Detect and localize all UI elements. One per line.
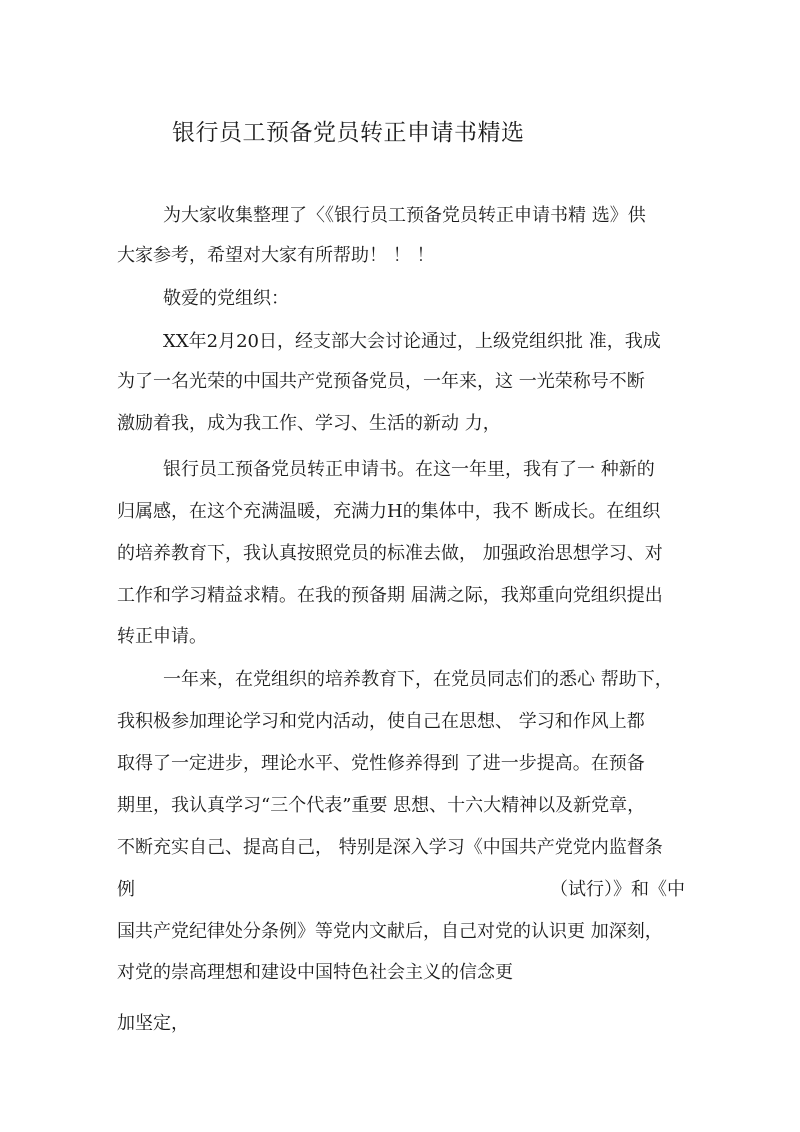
intro-line-2: 大家参考，希望对大家有所帮助！ ！ ！ (117, 245, 435, 266)
paragraph3-line-6-left: 例 (117, 879, 135, 900)
paragraph2-line-2: 归属感，在这个充满温暖，充满力H的集体中，我不 断成长。在组织 (117, 501, 661, 522)
paragraph3-line-6-right: （试行）》和《中 (550, 879, 685, 900)
paragraph3-line-2: 我积极参加理论学习和党内活动，使自己在思想、 学习和作风上都 (117, 711, 645, 732)
paragraph3-line-1: 一年来，在党组织的培养教育下，在党员同志们的悉心 帮助下， (163, 669, 673, 690)
intro-line-1: 为大家收集整理了〈《银行员工预备党员转正申请书精 选》供 (163, 205, 646, 226)
paragraph2-line-5: 转正申请。 (117, 626, 207, 647)
paragraph3-line-3: 取得了一定进步，理论水平、党性修养得到 了进一步提高。在预备 (117, 753, 645, 774)
paragraph2-line-1: 银行员工预备党员转正申请书。在这一年里，我有了一 种新的 (163, 459, 655, 480)
paragraph1-line-2: 为了一名光荣的中国共产党预备党员，一年来，这 一光荣称号不断 (117, 371, 645, 392)
paragraph3-line-5: 不断充实自己、提高自己， 特别是深入学习《中国共产党党内监督条 (117, 837, 663, 858)
paragraph3-line-4: 期里，我认真学习“三个代表”重要 思想、十六大精神以及新党章， (117, 795, 646, 816)
paragraph3-line-8: 对党的崇高理想和建设中国特色社会主义的信念更 (117, 962, 513, 983)
paragraph3-line-7: 国共产党纪律处分条例》等党内文献后，自己对党的认识更 加深刻， (117, 921, 663, 942)
paragraph1-line-1: XX年2月20日，经支部大会讨论通过，上级党组织批 准，我成 (163, 331, 661, 352)
salutation: 敬爱的党组织： (163, 288, 289, 309)
paragraph2-line-3: 的培养教育下，我认真按照党员的标准去做， 加强政治思想学习、对 (117, 543, 663, 564)
paragraph2-line-4: 工作和学习精益求精。在我的预备期 届满之际，我郑重向党组织提出 (117, 585, 663, 606)
paragraph3-line-9: 加坚定， (117, 1013, 189, 1034)
document-title: 银行员工预备党员转正申请书精选 (172, 120, 525, 146)
paragraph1-line-3: 激励着我，成为我工作、学习、生活的新动 力， (117, 413, 501, 434)
paragraph3-line-6 (117, 878, 685, 902)
